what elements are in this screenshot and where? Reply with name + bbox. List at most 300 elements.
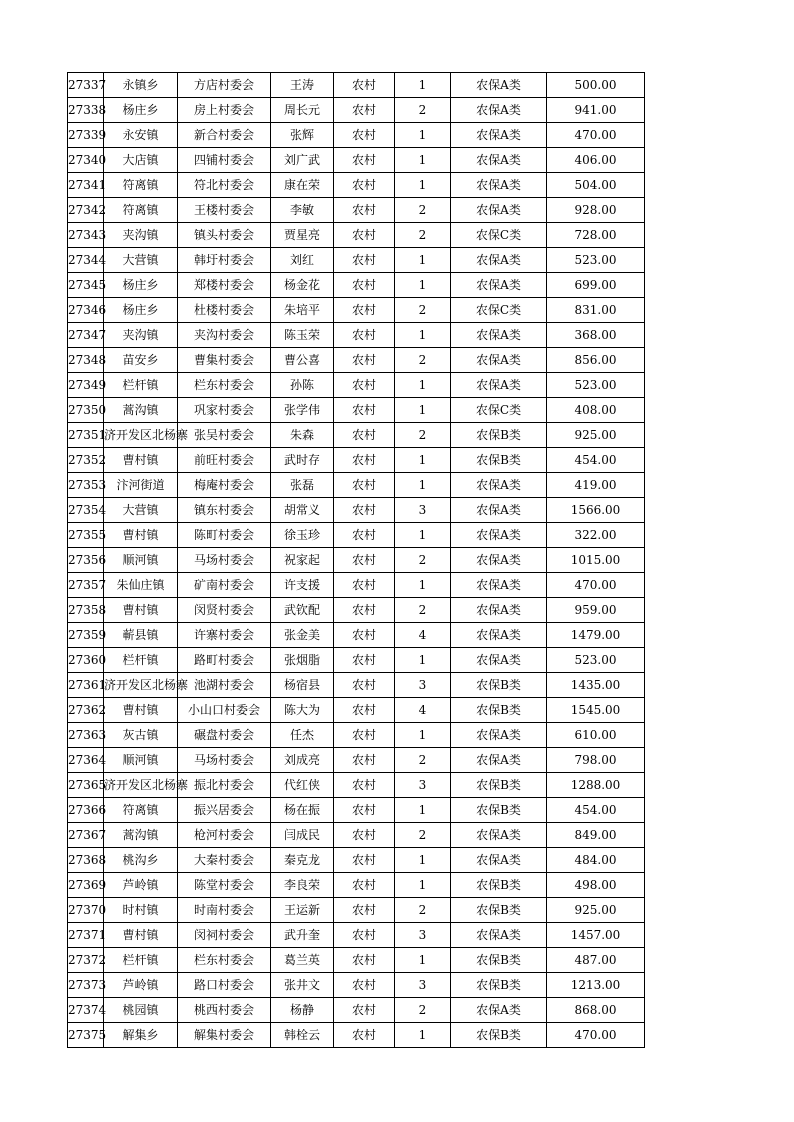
roster-table bbox=[67, 72, 645, 1048]
table-row bbox=[68, 973, 645, 998]
table-row bbox=[68, 173, 645, 198]
village-committee-cell: 曹集村委会 bbox=[178, 348, 271, 373]
residence-type-cell: 农村 bbox=[334, 723, 395, 748]
record-id-cell: 27358 bbox=[68, 598, 104, 623]
amount-cell: 487.00 bbox=[547, 948, 645, 973]
table-row bbox=[68, 498, 645, 523]
amount-cell: 856.00 bbox=[547, 348, 645, 373]
insurance-category-cell: 农保B类 bbox=[451, 698, 547, 723]
village-committee-cell: 梅庵村委会 bbox=[178, 473, 271, 498]
record-id-cell: 27353 bbox=[68, 473, 104, 498]
person-name-cell: 李敏 bbox=[271, 198, 334, 223]
insurance-category-cell: 农保A类 bbox=[451, 548, 547, 573]
insurance-category-cell: 农保A类 bbox=[451, 648, 547, 673]
residence-type-cell: 农村 bbox=[334, 798, 395, 823]
record-id-cell: 27354 bbox=[68, 498, 104, 523]
residence-type-cell: 农村 bbox=[334, 473, 395, 498]
amount-cell: 928.00 bbox=[547, 198, 645, 223]
person-name-cell: 孙陈 bbox=[271, 373, 334, 398]
household-count-cell: 4 bbox=[395, 698, 451, 723]
record-id-cell: 27375 bbox=[68, 1023, 104, 1048]
record-id-cell: 27341 bbox=[68, 173, 104, 198]
table-row bbox=[68, 273, 645, 298]
amount-cell: 523.00 bbox=[547, 248, 645, 273]
town-cell: 顺河镇 bbox=[104, 748, 178, 773]
household-count-cell: 1 bbox=[395, 323, 451, 348]
household-count-cell: 1 bbox=[395, 273, 451, 298]
insurance-category-cell: 农保A类 bbox=[451, 848, 547, 873]
table-row bbox=[68, 873, 645, 898]
village-committee-cell: 方店村委会 bbox=[178, 73, 271, 98]
household-count-cell: 4 bbox=[395, 623, 451, 648]
table-row bbox=[68, 923, 645, 948]
town-cell: 蕲县镇 bbox=[104, 623, 178, 648]
amount-cell: 470.00 bbox=[547, 1023, 645, 1048]
amount-cell: 925.00 bbox=[547, 423, 645, 448]
table-row bbox=[68, 598, 645, 623]
town-cell: 永镇乡 bbox=[104, 73, 178, 98]
table-row bbox=[68, 198, 645, 223]
record-id-cell: 27371 bbox=[68, 923, 104, 948]
table-row bbox=[68, 898, 645, 923]
residence-type-cell: 农村 bbox=[334, 848, 395, 873]
town-cell: 济开发区北杨寨 bbox=[104, 773, 178, 798]
household-count-cell: 1 bbox=[395, 648, 451, 673]
village-committee-cell: 小山口村委会 bbox=[178, 698, 271, 723]
person-name-cell: 徐玉珍 bbox=[271, 523, 334, 548]
town-cell: 汴河街道 bbox=[104, 473, 178, 498]
record-id-cell: 27338 bbox=[68, 98, 104, 123]
amount-cell: 523.00 bbox=[547, 373, 645, 398]
person-name-cell: 许支援 bbox=[271, 573, 334, 598]
record-id-cell: 27346 bbox=[68, 298, 104, 323]
insurance-category-cell: 农保A类 bbox=[451, 123, 547, 148]
residence-type-cell: 农村 bbox=[334, 448, 395, 473]
residence-type-cell: 农村 bbox=[334, 223, 395, 248]
residence-type-cell: 农村 bbox=[334, 273, 395, 298]
insurance-category-cell: 农保A类 bbox=[451, 98, 547, 123]
residence-type-cell: 农村 bbox=[334, 623, 395, 648]
person-name-cell: 刘成亮 bbox=[271, 748, 334, 773]
insurance-category-cell: 农保B类 bbox=[451, 948, 547, 973]
amount-cell: 831.00 bbox=[547, 298, 645, 323]
person-name-cell: 武钦配 bbox=[271, 598, 334, 623]
village-committee-cell: 马场村委会 bbox=[178, 748, 271, 773]
village-committee-cell: 杜楼村委会 bbox=[178, 298, 271, 323]
insurance-category-cell: 农保A类 bbox=[451, 273, 547, 298]
insurance-category-cell: 农保B类 bbox=[451, 973, 547, 998]
table-row bbox=[68, 298, 645, 323]
table-row bbox=[68, 423, 645, 448]
person-name-cell: 秦克龙 bbox=[271, 848, 334, 873]
amount-cell: 941.00 bbox=[547, 98, 645, 123]
village-committee-cell: 栏东村委会 bbox=[178, 948, 271, 973]
table-row bbox=[68, 348, 645, 373]
residence-type-cell: 农村 bbox=[334, 673, 395, 698]
record-id-cell: 27352 bbox=[68, 448, 104, 473]
person-name-cell: 李良荣 bbox=[271, 873, 334, 898]
household-count-cell: 1 bbox=[395, 448, 451, 473]
household-count-cell: 1 bbox=[395, 173, 451, 198]
amount-cell: 849.00 bbox=[547, 823, 645, 848]
table-row bbox=[68, 148, 645, 173]
record-id-cell: 27344 bbox=[68, 248, 104, 273]
record-id-cell: 27340 bbox=[68, 148, 104, 173]
amount-cell: 454.00 bbox=[547, 448, 645, 473]
village-committee-cell: 陈堂村委会 bbox=[178, 873, 271, 898]
household-count-cell: 3 bbox=[395, 923, 451, 948]
person-name-cell: 杨在振 bbox=[271, 798, 334, 823]
household-count-cell: 1 bbox=[395, 398, 451, 423]
insurance-category-cell: 农保A类 bbox=[451, 998, 547, 1023]
residence-type-cell: 农村 bbox=[334, 373, 395, 398]
household-count-cell: 1 bbox=[395, 523, 451, 548]
person-name-cell: 闫成民 bbox=[271, 823, 334, 848]
town-cell: 芦岭镇 bbox=[104, 873, 178, 898]
insurance-category-cell: 农保A类 bbox=[451, 723, 547, 748]
amount-cell: 1457.00 bbox=[547, 923, 645, 948]
table-row bbox=[68, 798, 645, 823]
amount-cell: 523.00 bbox=[547, 648, 645, 673]
household-count-cell: 1 bbox=[395, 723, 451, 748]
insurance-category-cell: 农保B类 bbox=[451, 798, 547, 823]
person-name-cell: 朱培平 bbox=[271, 298, 334, 323]
insurance-category-cell: 农保C类 bbox=[451, 298, 547, 323]
person-name-cell: 朱森 bbox=[271, 423, 334, 448]
record-id-cell: 27345 bbox=[68, 273, 104, 298]
household-count-cell: 1 bbox=[395, 573, 451, 598]
residence-type-cell: 农村 bbox=[334, 348, 395, 373]
table-row bbox=[68, 473, 645, 498]
amount-cell: 484.00 bbox=[547, 848, 645, 873]
residence-type-cell: 农村 bbox=[334, 748, 395, 773]
insurance-category-cell: 农保A类 bbox=[451, 823, 547, 848]
household-count-cell: 2 bbox=[395, 548, 451, 573]
household-count-cell: 2 bbox=[395, 998, 451, 1023]
insurance-category-cell: 农保A类 bbox=[451, 373, 547, 398]
person-name-cell: 康在荣 bbox=[271, 173, 334, 198]
residence-type-cell: 农村 bbox=[334, 298, 395, 323]
residence-type-cell: 农村 bbox=[334, 73, 395, 98]
table-row bbox=[68, 548, 645, 573]
insurance-category-cell: 农保C类 bbox=[451, 398, 547, 423]
person-name-cell: 张烟脂 bbox=[271, 648, 334, 673]
residence-type-cell: 农村 bbox=[334, 923, 395, 948]
household-count-cell: 3 bbox=[395, 673, 451, 698]
household-count-cell: 2 bbox=[395, 298, 451, 323]
table-row bbox=[68, 823, 645, 848]
town-cell: 栏杆镇 bbox=[104, 648, 178, 673]
record-id-cell: 27348 bbox=[68, 348, 104, 373]
village-committee-cell: 张吴村委会 bbox=[178, 423, 271, 448]
village-committee-cell: 解集村委会 bbox=[178, 1023, 271, 1048]
record-id-cell: 27373 bbox=[68, 973, 104, 998]
amount-cell: 1545.00 bbox=[547, 698, 645, 723]
town-cell: 蒿沟镇 bbox=[104, 398, 178, 423]
person-name-cell: 葛兰英 bbox=[271, 948, 334, 973]
record-id-cell: 27351 bbox=[68, 423, 104, 448]
residence-type-cell: 农村 bbox=[334, 523, 395, 548]
amount-cell: 498.00 bbox=[547, 873, 645, 898]
amount-cell: 1213.00 bbox=[547, 973, 645, 998]
household-count-cell: 1 bbox=[395, 473, 451, 498]
record-id-cell: 27368 bbox=[68, 848, 104, 873]
amount-cell: 1566.00 bbox=[547, 498, 645, 523]
residence-type-cell: 农村 bbox=[334, 698, 395, 723]
town-cell: 解集乡 bbox=[104, 1023, 178, 1048]
insurance-category-cell: 农保B类 bbox=[451, 773, 547, 798]
town-cell: 灰古镇 bbox=[104, 723, 178, 748]
town-cell: 杨庄乡 bbox=[104, 298, 178, 323]
record-id-cell: 27374 bbox=[68, 998, 104, 1023]
record-id-cell: 27370 bbox=[68, 898, 104, 923]
person-name-cell: 周长元 bbox=[271, 98, 334, 123]
table-row bbox=[68, 773, 645, 798]
village-committee-cell: 振北村委会 bbox=[178, 773, 271, 798]
table-row bbox=[68, 373, 645, 398]
residence-type-cell: 农村 bbox=[334, 173, 395, 198]
town-cell: 夹沟镇 bbox=[104, 323, 178, 348]
person-name-cell: 任杰 bbox=[271, 723, 334, 748]
town-cell: 杨庄乡 bbox=[104, 273, 178, 298]
household-count-cell: 3 bbox=[395, 498, 451, 523]
town-cell: 桃园镇 bbox=[104, 998, 178, 1023]
village-committee-cell: 时南村委会 bbox=[178, 898, 271, 923]
town-cell: 大营镇 bbox=[104, 498, 178, 523]
table-row bbox=[68, 848, 645, 873]
amount-cell: 1479.00 bbox=[547, 623, 645, 648]
table-row bbox=[68, 123, 645, 148]
village-committee-cell: 镇头村委会 bbox=[178, 223, 271, 248]
residence-type-cell: 农村 bbox=[334, 423, 395, 448]
insurance-category-cell: 农保A类 bbox=[451, 323, 547, 348]
household-count-cell: 1 bbox=[395, 373, 451, 398]
insurance-category-cell: 农保A类 bbox=[451, 173, 547, 198]
person-name-cell: 张学伟 bbox=[271, 398, 334, 423]
household-count-cell: 2 bbox=[395, 823, 451, 848]
household-count-cell: 1 bbox=[395, 948, 451, 973]
person-name-cell: 陈大为 bbox=[271, 698, 334, 723]
residence-type-cell: 农村 bbox=[334, 873, 395, 898]
household-count-cell: 1 bbox=[395, 1023, 451, 1048]
record-id-cell: 27357 bbox=[68, 573, 104, 598]
residence-type-cell: 农村 bbox=[334, 323, 395, 348]
household-count-cell: 2 bbox=[395, 423, 451, 448]
residence-type-cell: 农村 bbox=[334, 948, 395, 973]
person-name-cell: 曹公喜 bbox=[271, 348, 334, 373]
person-name-cell: 张金美 bbox=[271, 623, 334, 648]
village-committee-cell: 碾盘村委会 bbox=[178, 723, 271, 748]
table-row bbox=[68, 623, 645, 648]
record-id-cell: 27365 bbox=[68, 773, 104, 798]
record-id-cell: 27364 bbox=[68, 748, 104, 773]
person-name-cell: 张磊 bbox=[271, 473, 334, 498]
amount-cell: 868.00 bbox=[547, 998, 645, 1023]
table-row bbox=[68, 748, 645, 773]
insurance-category-cell: 农保B类 bbox=[451, 423, 547, 448]
table-row bbox=[68, 998, 645, 1023]
record-id-cell: 27349 bbox=[68, 373, 104, 398]
table-row bbox=[68, 323, 645, 348]
record-id-cell: 27369 bbox=[68, 873, 104, 898]
insurance-category-cell: 农保B类 bbox=[451, 873, 547, 898]
household-count-cell: 2 bbox=[395, 198, 451, 223]
table-row bbox=[68, 98, 645, 123]
town-cell: 杨庄乡 bbox=[104, 98, 178, 123]
village-committee-cell: 陈町村委会 bbox=[178, 523, 271, 548]
town-cell: 曹村镇 bbox=[104, 523, 178, 548]
village-committee-cell: 桃西村委会 bbox=[178, 998, 271, 1023]
residence-type-cell: 农村 bbox=[334, 248, 395, 273]
residence-type-cell: 农村 bbox=[334, 98, 395, 123]
household-count-cell: 2 bbox=[395, 748, 451, 773]
household-count-cell: 2 bbox=[395, 598, 451, 623]
town-cell: 夹沟镇 bbox=[104, 223, 178, 248]
residence-type-cell: 农村 bbox=[334, 498, 395, 523]
village-committee-cell: 新合村委会 bbox=[178, 123, 271, 148]
town-cell: 符离镇 bbox=[104, 798, 178, 823]
town-cell: 曹村镇 bbox=[104, 598, 178, 623]
village-committee-cell: 闵祠村委会 bbox=[178, 923, 271, 948]
town-cell: 曹村镇 bbox=[104, 448, 178, 473]
town-cell: 符离镇 bbox=[104, 198, 178, 223]
village-committee-cell: 振兴居委会 bbox=[178, 798, 271, 823]
table-row bbox=[68, 248, 645, 273]
village-committee-cell: 四铺村委会 bbox=[178, 148, 271, 173]
table-row bbox=[68, 523, 645, 548]
person-name-cell: 刘红 bbox=[271, 248, 334, 273]
household-count-cell: 2 bbox=[395, 223, 451, 248]
household-count-cell: 2 bbox=[395, 348, 451, 373]
table-row bbox=[68, 723, 645, 748]
village-committee-cell: 路町村委会 bbox=[178, 648, 271, 673]
household-count-cell: 3 bbox=[395, 773, 451, 798]
amount-cell: 470.00 bbox=[547, 573, 645, 598]
amount-cell: 728.00 bbox=[547, 223, 645, 248]
village-committee-cell: 镇东村委会 bbox=[178, 498, 271, 523]
record-id-cell: 27367 bbox=[68, 823, 104, 848]
insurance-category-cell: 农保B类 bbox=[451, 1023, 547, 1048]
record-id-cell: 27343 bbox=[68, 223, 104, 248]
table-row bbox=[68, 673, 645, 698]
town-cell: 栏杆镇 bbox=[104, 373, 178, 398]
amount-cell: 925.00 bbox=[547, 898, 645, 923]
village-committee-cell: 池湖村委会 bbox=[178, 673, 271, 698]
insurance-category-cell: 农保A类 bbox=[451, 523, 547, 548]
household-count-cell: 2 bbox=[395, 98, 451, 123]
residence-type-cell: 农村 bbox=[334, 998, 395, 1023]
household-count-cell: 3 bbox=[395, 973, 451, 998]
village-committee-cell: 夹沟村委会 bbox=[178, 323, 271, 348]
insurance-category-cell: 农保A类 bbox=[451, 748, 547, 773]
village-committee-cell: 路口村委会 bbox=[178, 973, 271, 998]
town-cell: 芦岭镇 bbox=[104, 973, 178, 998]
amount-cell: 504.00 bbox=[547, 173, 645, 198]
amount-cell: 1288.00 bbox=[547, 773, 645, 798]
household-count-cell: 1 bbox=[395, 73, 451, 98]
amount-cell: 368.00 bbox=[547, 323, 645, 348]
residence-type-cell: 农村 bbox=[334, 973, 395, 998]
amount-cell: 408.00 bbox=[547, 398, 645, 423]
residence-type-cell: 农村 bbox=[334, 773, 395, 798]
person-name-cell: 杨宿县 bbox=[271, 673, 334, 698]
person-name-cell: 刘广武 bbox=[271, 148, 334, 173]
residence-type-cell: 农村 bbox=[334, 548, 395, 573]
person-name-cell: 胡常义 bbox=[271, 498, 334, 523]
residence-type-cell: 农村 bbox=[334, 648, 395, 673]
amount-cell: 959.00 bbox=[547, 598, 645, 623]
insurance-category-cell: 农保A类 bbox=[451, 598, 547, 623]
village-committee-cell: 韩圩村委会 bbox=[178, 248, 271, 273]
insurance-category-cell: 农保A类 bbox=[451, 498, 547, 523]
residence-type-cell: 农村 bbox=[334, 823, 395, 848]
person-name-cell: 张辉 bbox=[271, 123, 334, 148]
amount-cell: 406.00 bbox=[547, 148, 645, 173]
table-row bbox=[68, 948, 645, 973]
household-count-cell: 2 bbox=[395, 898, 451, 923]
insurance-category-cell: 农保A类 bbox=[451, 148, 547, 173]
household-count-cell: 1 bbox=[395, 123, 451, 148]
village-committee-cell: 巩家村委会 bbox=[178, 398, 271, 423]
insurance-category-cell: 农保A类 bbox=[451, 473, 547, 498]
town-cell: 顺河镇 bbox=[104, 548, 178, 573]
household-count-cell: 1 bbox=[395, 848, 451, 873]
person-name-cell: 武时存 bbox=[271, 448, 334, 473]
person-name-cell: 韩栓云 bbox=[271, 1023, 334, 1048]
table-row bbox=[68, 223, 645, 248]
record-id-cell: 27350 bbox=[68, 398, 104, 423]
town-cell: 符离镇 bbox=[104, 173, 178, 198]
town-cell: 曹村镇 bbox=[104, 923, 178, 948]
insurance-category-cell: 农保B类 bbox=[451, 448, 547, 473]
table-row bbox=[68, 398, 645, 423]
record-id-cell: 27347 bbox=[68, 323, 104, 348]
town-cell: 济开发区北杨寨 bbox=[104, 673, 178, 698]
village-committee-cell: 栏东村委会 bbox=[178, 373, 271, 398]
town-cell: 朱仙庄镇 bbox=[104, 573, 178, 598]
town-cell: 济开发区北杨寨 bbox=[104, 423, 178, 448]
person-name-cell: 贾星亮 bbox=[271, 223, 334, 248]
village-committee-cell: 马场村委会 bbox=[178, 548, 271, 573]
town-cell: 大营镇 bbox=[104, 248, 178, 273]
roster-body bbox=[68, 73, 645, 1048]
village-committee-cell: 闵贤村委会 bbox=[178, 598, 271, 623]
insurance-category-cell: 农保A类 bbox=[451, 573, 547, 598]
insurance-category-cell: 农保A类 bbox=[451, 923, 547, 948]
person-name-cell: 武升奎 bbox=[271, 923, 334, 948]
insurance-category-cell: 农保A类 bbox=[451, 623, 547, 648]
household-count-cell: 1 bbox=[395, 873, 451, 898]
town-cell: 蒿沟镇 bbox=[104, 823, 178, 848]
insurance-category-cell: 农保A类 bbox=[451, 198, 547, 223]
record-id-cell: 27355 bbox=[68, 523, 104, 548]
household-count-cell: 1 bbox=[395, 148, 451, 173]
record-id-cell: 27360 bbox=[68, 648, 104, 673]
village-committee-cell: 大秦村委会 bbox=[178, 848, 271, 873]
record-id-cell: 27372 bbox=[68, 948, 104, 973]
village-committee-cell: 王楼村委会 bbox=[178, 198, 271, 223]
record-id-cell: 27359 bbox=[68, 623, 104, 648]
record-id-cell: 27337 bbox=[68, 73, 104, 98]
person-name-cell: 祝家起 bbox=[271, 548, 334, 573]
person-name-cell: 杨金花 bbox=[271, 273, 334, 298]
record-id-cell: 27362 bbox=[68, 698, 104, 723]
person-name-cell: 王涛 bbox=[271, 73, 334, 98]
village-committee-cell: 房上村委会 bbox=[178, 98, 271, 123]
town-cell: 永安镇 bbox=[104, 123, 178, 148]
person-name-cell: 代红侠 bbox=[271, 773, 334, 798]
table-row bbox=[68, 1023, 645, 1048]
